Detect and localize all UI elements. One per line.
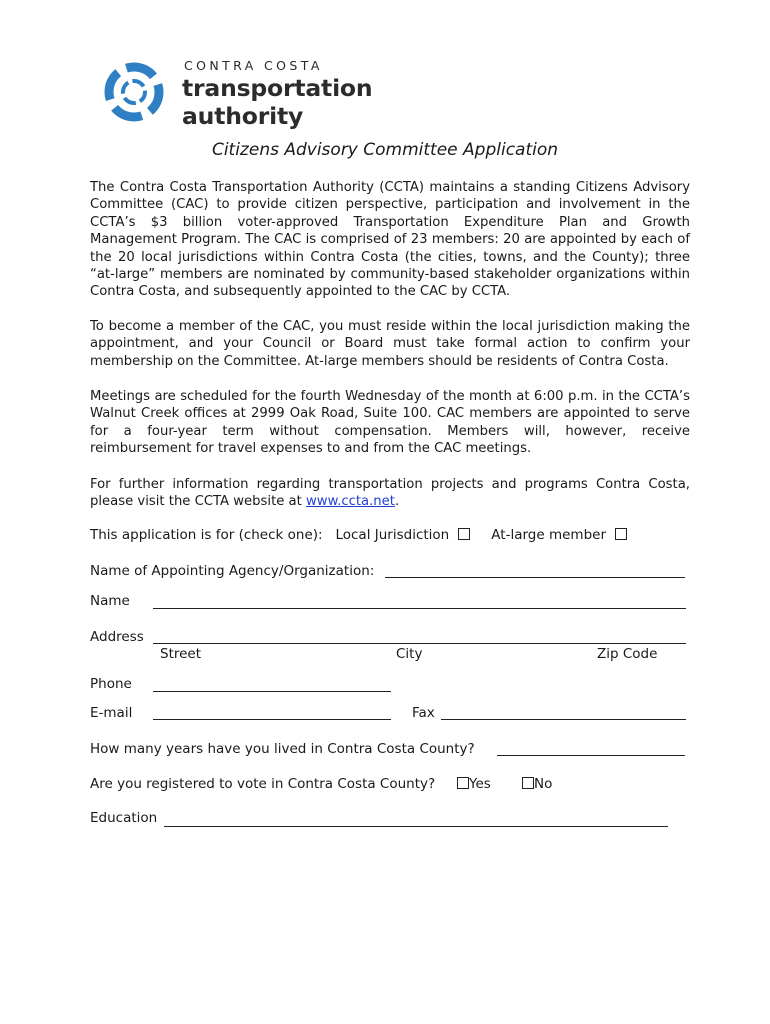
- address-label: Address: [90, 629, 144, 645]
- name-field[interactable]: [153, 608, 686, 609]
- registered-vote-label: Are you registered to vote in Contra Costa County?: [90, 776, 436, 792]
- logo-text-transportation: transportation: [182, 74, 373, 102]
- vote-no-option: [522, 776, 552, 792]
- application-type-row: [90, 527, 627, 543]
- info-suffix: .: [394, 494, 400, 510]
- local-jurisdiction-label: Local Jurisdiction: [335, 527, 450, 543]
- vote-yes-label: Yes: [469, 776, 491, 792]
- zip-code-label: Zip Code: [597, 646, 658, 662]
- street-label: Street: [160, 646, 202, 662]
- vote-yes-option: [457, 776, 491, 792]
- ccta-logo: [100, 58, 373, 138]
- fax-label: Fax: [412, 705, 435, 721]
- at-large-checkbox[interactable]: [615, 528, 627, 540]
- ccta-logo-mark-icon: [100, 58, 168, 126]
- info-paragraph: [90, 476, 690, 511]
- appointing-agency-field[interactable]: [385, 577, 685, 578]
- fax-field[interactable]: [441, 719, 686, 720]
- education-field[interactable]: [164, 826, 668, 827]
- logo-text-authority: authority: [182, 102, 304, 130]
- vote-no-label: No: [534, 776, 553, 792]
- meetings-paragraph: Meetings are scheduled for the fourth Wednesday of the month at 6:00 p.m. in the CCTA’s Walnut Creek offices at 2999 Oak Road, Suite 100. CAC members are appointed to serve for a four-year term without compensation. Members will, however, receive reimbursement for travel expenses to and from the CAC meetings.: [90, 389, 690, 457]
- city-label: City: [396, 646, 423, 662]
- at-large-label: At-large member: [491, 527, 606, 543]
- email-label: E-mail: [90, 705, 133, 721]
- education-label: Education: [90, 810, 158, 826]
- logo-text-contra-costa: CONTRA COSTA: [184, 58, 323, 73]
- phone-label: Phone: [90, 676, 132, 692]
- membership-paragraph: To become a member of the CAC, you must reside within the local jurisdiction making the appointment, and your Council or Board must take formal action to confirm your membership on the Committee. At-large members should be residents of Contra Costa.: [90, 319, 690, 369]
- address-field[interactable]: [153, 643, 686, 644]
- local-jurisdiction-checkbox[interactable]: [458, 528, 470, 540]
- appointing-agency-label: Name of Appointing Agency/Organization:: [90, 563, 375, 579]
- info-text: For further information regarding transportation projects and programs Contra Costa, please visit the CCTA website at: [90, 477, 690, 510]
- years-lived-label: How many years have you lived in Contra Costa County?: [90, 741, 475, 757]
- vote-no-checkbox[interactable]: [522, 777, 534, 789]
- vote-yes-checkbox[interactable]: [457, 777, 469, 789]
- email-field[interactable]: [153, 719, 391, 720]
- ccta-website-link[interactable]: www.ccta.net: [306, 494, 395, 510]
- phone-field[interactable]: [153, 691, 391, 692]
- name-label: Name: [90, 593, 130, 609]
- application-type-label: This application is for (check one):: [90, 527, 323, 543]
- years-lived-field[interactable]: [497, 755, 685, 756]
- page-title: Citizens Advisory Committee Application: [211, 140, 559, 160]
- intro-paragraph: The Contra Costa Transportation Authority (CCTA) maintains a standing Citizens Advisory Committee (CAC) to provide citizen perspective, participation and involvement in the CCTA’s $3 billion voter-approved Transportation Expenditure Plan and Growth Management Program. The CAC is comprised of 23 members: 20 are appointed by each of the 20 local jurisdictions within Contra Costa (the cities, towns, and the County); three “at-large” members are nominated by community-based stakeholder organizations within Contra Costa, and subsequently appointed to the CAC by CCTA.: [90, 180, 690, 300]
